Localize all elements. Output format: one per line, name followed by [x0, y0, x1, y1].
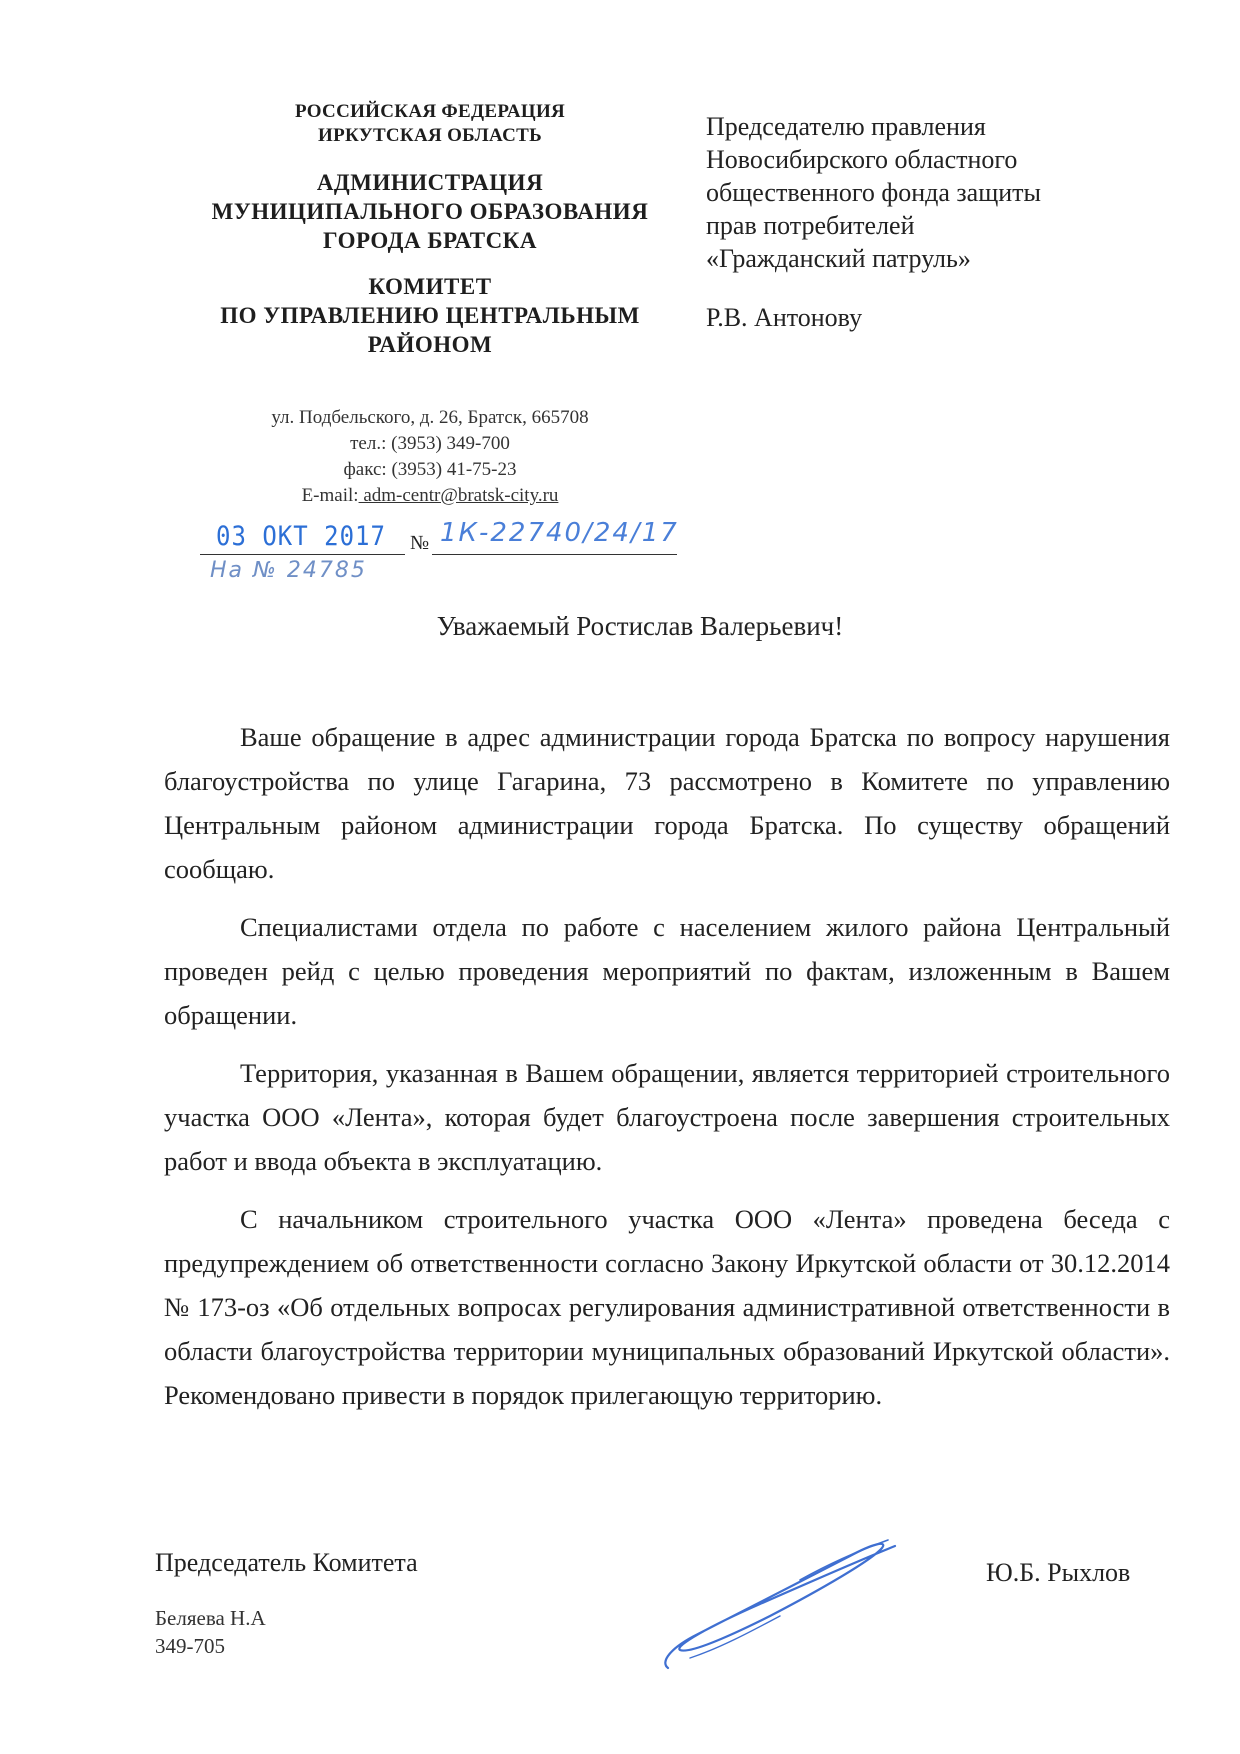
addressee-block — [706, 110, 1166, 334]
reference-number: На № 24785 — [210, 558, 367, 583]
postal-address: ул. Подбельского, д. 26, Братск, 665708 — [271, 407, 589, 428]
email-line — [180, 483, 680, 509]
letter-body — [164, 715, 1170, 1431]
administration-line: АДМИНИСТРАЦИЯ — [316, 170, 544, 195]
signatory-name: Ю.Б. Рыхлов — [986, 1558, 1131, 1587]
email-link[interactable]: adm-centr@bratsk-city.ru — [358, 485, 559, 506]
email-label: E-mail: — [301, 485, 359, 506]
letterhead — [180, 100, 680, 359]
executor-phone: 349-705 — [155, 1634, 225, 1658]
salutation: Уважаемый Ростислав Валерьевич! — [436, 611, 844, 641]
number-sign: № — [410, 532, 430, 554]
fax-number: факс: (3953) 41-75-23 — [343, 459, 517, 480]
number-underline — [432, 554, 677, 555]
body-paragraph: Территория, указанная в Вашем обращении, является территорией строительного участка ООО «Лента», которая будет благоустроена после завершения строительных работ и ввода объекта в эксплуатацию. — [164, 1058, 1170, 1176]
contact-info — [180, 405, 680, 509]
date-underline — [200, 554, 405, 555]
administration-line: МУНИЦИПАЛЬНОГО ОБРАЗОВАНИЯ — [211, 199, 649, 224]
committee-name — [180, 272, 680, 359]
addressee-line: Председателю правления — [706, 112, 986, 141]
handwritten-signature — [650, 1530, 910, 1680]
date-stamp: 03 ОКТ 2017 — [216, 520, 386, 552]
body-paragraph: Специалистами отдела по работе с населением жилого района Центральный проведен рейд с целью проведения мероприятий по фактам, изложенным в Вашем обращении. — [164, 912, 1170, 1030]
addressee-line: Новосибирского областного — [706, 145, 1018, 174]
signatory-title: Председатель Комитета — [155, 1548, 418, 1577]
addressee-name: Р.В. Антонову — [706, 303, 863, 332]
addressee-line: общественного фонда защиты — [706, 178, 1041, 207]
addressee-line: «Гражданский патруль» — [706, 244, 971, 273]
addressee-line: прав потребителей — [706, 211, 915, 240]
country-name: РОССИЙСКАЯ ФЕДЕРАЦИЯ — [294, 101, 566, 122]
letterhead-country-block — [180, 100, 680, 148]
executor-name: Беляева Н.А — [155, 1606, 266, 1630]
committee-line: КОМИТЕТ — [368, 274, 492, 299]
registration-line — [200, 518, 680, 562]
administration-name — [180, 168, 680, 255]
committee-line: РАЙОНОМ — [367, 332, 493, 357]
outgoing-number: 1К-22740/24/17 — [440, 518, 679, 548]
body-paragraph: С начальником строительного участка ООО «Лента» проведена беседа с предупреждением об ответственности согласно Закону Иркутской области от 30.12.2014 № 173-оз «Об отдельных вопросах регулирования административной ответственности в области благоустройства территории муниципальных образований Иркутской области». Рекомендовано привести в порядок прилегающую территорию. — [164, 1204, 1170, 1410]
body-paragraph: Ваше обращение в адрес администрации города Братска по вопросу нарушения благоустройства по улице Гагарина, 73 рассмотрено в Комитете по управлению Центральным районом администрации города Братска. По существу обращений сообщаю. — [164, 722, 1170, 884]
region-name: ИРКУТСКАЯ ОБЛАСТЬ — [318, 125, 542, 146]
phone-number: тел.: (3953) 349-700 — [350, 433, 510, 454]
committee-line: ПО УПРАВЛЕНИЮ ЦЕНТРАЛЬНЫМ — [220, 303, 640, 328]
administration-line: ГОРОДА БРАТСКА — [323, 228, 537, 253]
executor-info — [155, 1604, 266, 1660]
